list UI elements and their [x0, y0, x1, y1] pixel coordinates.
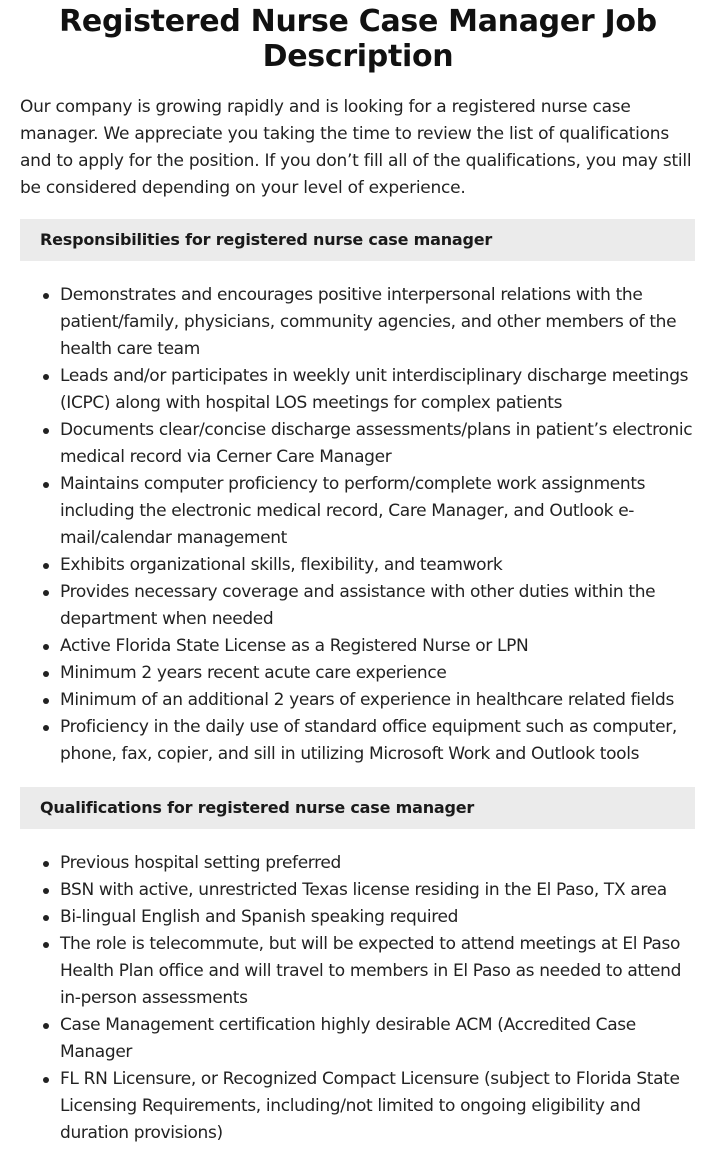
- bullet-icon: [43, 428, 49, 434]
- page-title: Registered Nurse Case Manager Job Description: [59, 4, 657, 74]
- intro-paragraph: Our company is growing rapidly and is looking for a registered nurse case manager. We appreciate you taking the time to review the list of qualifications and to apply for the position. If you don’t fill all of the qualifications, you may still be considered depending on your level of experience.: [20, 97, 692, 198]
- bullet-icon: [43, 861, 49, 867]
- bullet-icon: [43, 563, 49, 569]
- list-item: [60, 931, 696, 1012]
- list-item: [60, 417, 696, 471]
- list-item-text: Minimum of an additional 2 years of experience in healthcare related fields: [60, 690, 675, 710]
- bullet-icon: [43, 888, 49, 894]
- qualifications-heading: Qualifications for registered nurse case manager: [20, 787, 695, 829]
- list-item-text: Leads and/or participates in weekly unit interdisciplinary discharge meetings (ICPC) along with hospital LOS meetings for complex patients: [60, 366, 689, 413]
- list-item-text: Bi-lingual English and Spanish speaking required: [60, 907, 459, 927]
- list-item: [60, 714, 696, 768]
- list-item-text: Minimum 2 years recent acute care experience: [60, 663, 447, 683]
- list-item: [60, 363, 696, 417]
- bullet-icon: [43, 942, 49, 948]
- list-item-text: Previous hospital setting preferred: [60, 853, 341, 873]
- list-item: [60, 282, 696, 363]
- list-item: [60, 687, 696, 714]
- bullet-icon: [43, 1077, 49, 1083]
- list-item-text: Demonstrates and encourages positive interpersonal relations with the patient/family, physicians, community agencies, and other members of the health care team: [60, 285, 677, 359]
- list-item: [60, 552, 696, 579]
- list-item: [60, 471, 696, 552]
- list-item: [60, 1012, 696, 1066]
- bullet-icon: [43, 374, 49, 380]
- list-item-text: FL RN Licensure, or Recognized Compact Licensure (subject to Florida State Licensing Requirements, including/not limited to ongoing eligibility and duration provisions): [60, 1069, 680, 1143]
- list-item-text: Maintains computer proficiency to perform/complete work assignments including the electronic medical record, Care Manager, and Outlook e-mail/calendar management: [60, 474, 646, 548]
- list-item: [60, 579, 696, 633]
- list-item-text: Active Florida State License as a Registered Nurse or LPN: [60, 636, 529, 656]
- list-item: [60, 660, 696, 687]
- responsibilities-heading: Responsibilities for registered nurse case manager: [20, 219, 695, 261]
- list-item: [60, 877, 696, 904]
- bullet-icon: [43, 671, 49, 677]
- list-item: [60, 850, 696, 877]
- list-item: [60, 633, 696, 660]
- list-item-text: Documents clear/concise discharge assessments/plans in patient’s electronic medical record via Cerner Care Manager: [60, 420, 693, 467]
- bullet-icon: [43, 644, 49, 650]
- bullet-icon: [43, 915, 49, 921]
- responsibilities-list: [20, 282, 696, 768]
- list-item-text: Proficiency in the daily use of standard office equipment such as computer, phone, fax, copier, and sill in utilizing Microsoft Work and Outlook tools: [60, 717, 677, 764]
- list-item-text: Case Management certification highly desirable ACM (Accredited Case Manager: [60, 1015, 636, 1062]
- bullet-icon: [43, 1023, 49, 1029]
- list-item: [60, 904, 696, 931]
- bullet-icon: [43, 293, 49, 299]
- bullet-icon: [43, 725, 49, 731]
- list-item-text: Provides necessary coverage and assistance with other duties within the department when needed: [60, 582, 656, 629]
- bullet-icon: [43, 590, 49, 596]
- list-item: [60, 1066, 696, 1147]
- list-item-text: BSN with active, unrestricted Texas license residing in the El Paso, TX area: [60, 880, 667, 900]
- bullet-icon: [43, 482, 49, 488]
- bullet-icon: [43, 698, 49, 704]
- job-description-page: [0, 2, 720, 1147]
- list-item-text: The role is telecommute, but will be expected to attend meetings at El Paso Health Plan office and will travel to members in El Paso as needed to attend in-person assessments: [60, 934, 682, 1008]
- qualifications-list: [20, 850, 696, 1147]
- list-item-text: Exhibits organizational skills, flexibility, and teamwork: [60, 555, 503, 575]
